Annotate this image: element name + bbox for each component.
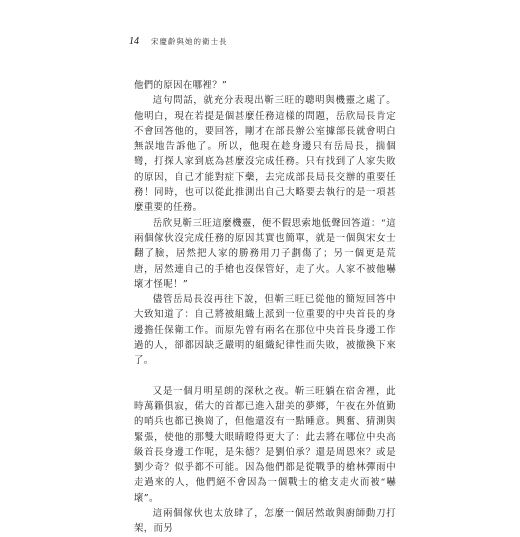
- paragraph: 儘管岳局長沒再往下說，但靳三旺已從他的簡短回答中大致知道了：自己將被組織上派到一位重要的中央首長的身邊擔任保衛工作。而原先曾有兩名在那位中央首長身邊工作過的人，卻都因缺乏嚴明的組織紀律性而失敗，被撤換下來了。: [134, 294, 396, 367]
- book-title: 宋慶齡與她的衛士長: [151, 37, 228, 46]
- section-break: [134, 369, 396, 384]
- page-number: 14: [129, 36, 139, 47]
- paragraph: 這兩個傢伙也太放肆了，怎麼一個居然敢與廚師動刀打架，而另: [134, 508, 396, 535]
- body-text: [134, 78, 396, 537]
- paragraph: 岳欣見靳三旺這麼機靈，便不假思索地低聲回答道：“這兩個傢伙沒完成任務的原因其實也簡單，就是一個與宋女士翻了臉，居然把人家的勝務用刀子劃傷了；另一個更是荒唐，居然連自己的手槍也沒保管好，走了火。人家不被他嚇壞才怪呢！”: [134, 217, 396, 290]
- running-head: [129, 36, 399, 50]
- paragraph-continuation: 他們的原因在哪裡？”: [134, 80, 228, 91]
- paragraph: 這句問話，就充分表現出靳三旺的聰明與機靈之處了。他明白，現在若提是個甚麼任務這樣的問題，岳欣局長肯定不會回答他的，要回答，剛才在部長辦公室據部長就會明白無誤地告訴他了。所以，他現在趁身邊只有岳局長，揣個彎，打探人家到底為甚麼沒完成任務。只有找到了人家失敗的原因，自己才能對症下藥，去完成部長局長交辦的重要任務！同時，也可以從此推測出自己大略要去執行的是一項甚麼重要的任務。: [134, 95, 396, 214]
- paragraph: 又是一個月明星朗的深秋之夜。靳三旺躺在宿舍裡，此時萬籟俱寂，偌大的首都已進入甜美的夢鄉，午夜在外值勤的哨兵也都已換崗了，但他還沒有一點睡意。興奮、猜測與緊張，使他的那雙大眼睛瞪得更大了：此去將在哪位中央高級首長身邊工作呢，是朱德？是劉伯承？還是周恩來？或是劉少奇？似乎都不可能。因為他們都是從戰爭的槍林彈雨中走過來的人，他們絕不會因為一個戰士的槍支走火而被“嚇壞”。: [134, 385, 396, 504]
